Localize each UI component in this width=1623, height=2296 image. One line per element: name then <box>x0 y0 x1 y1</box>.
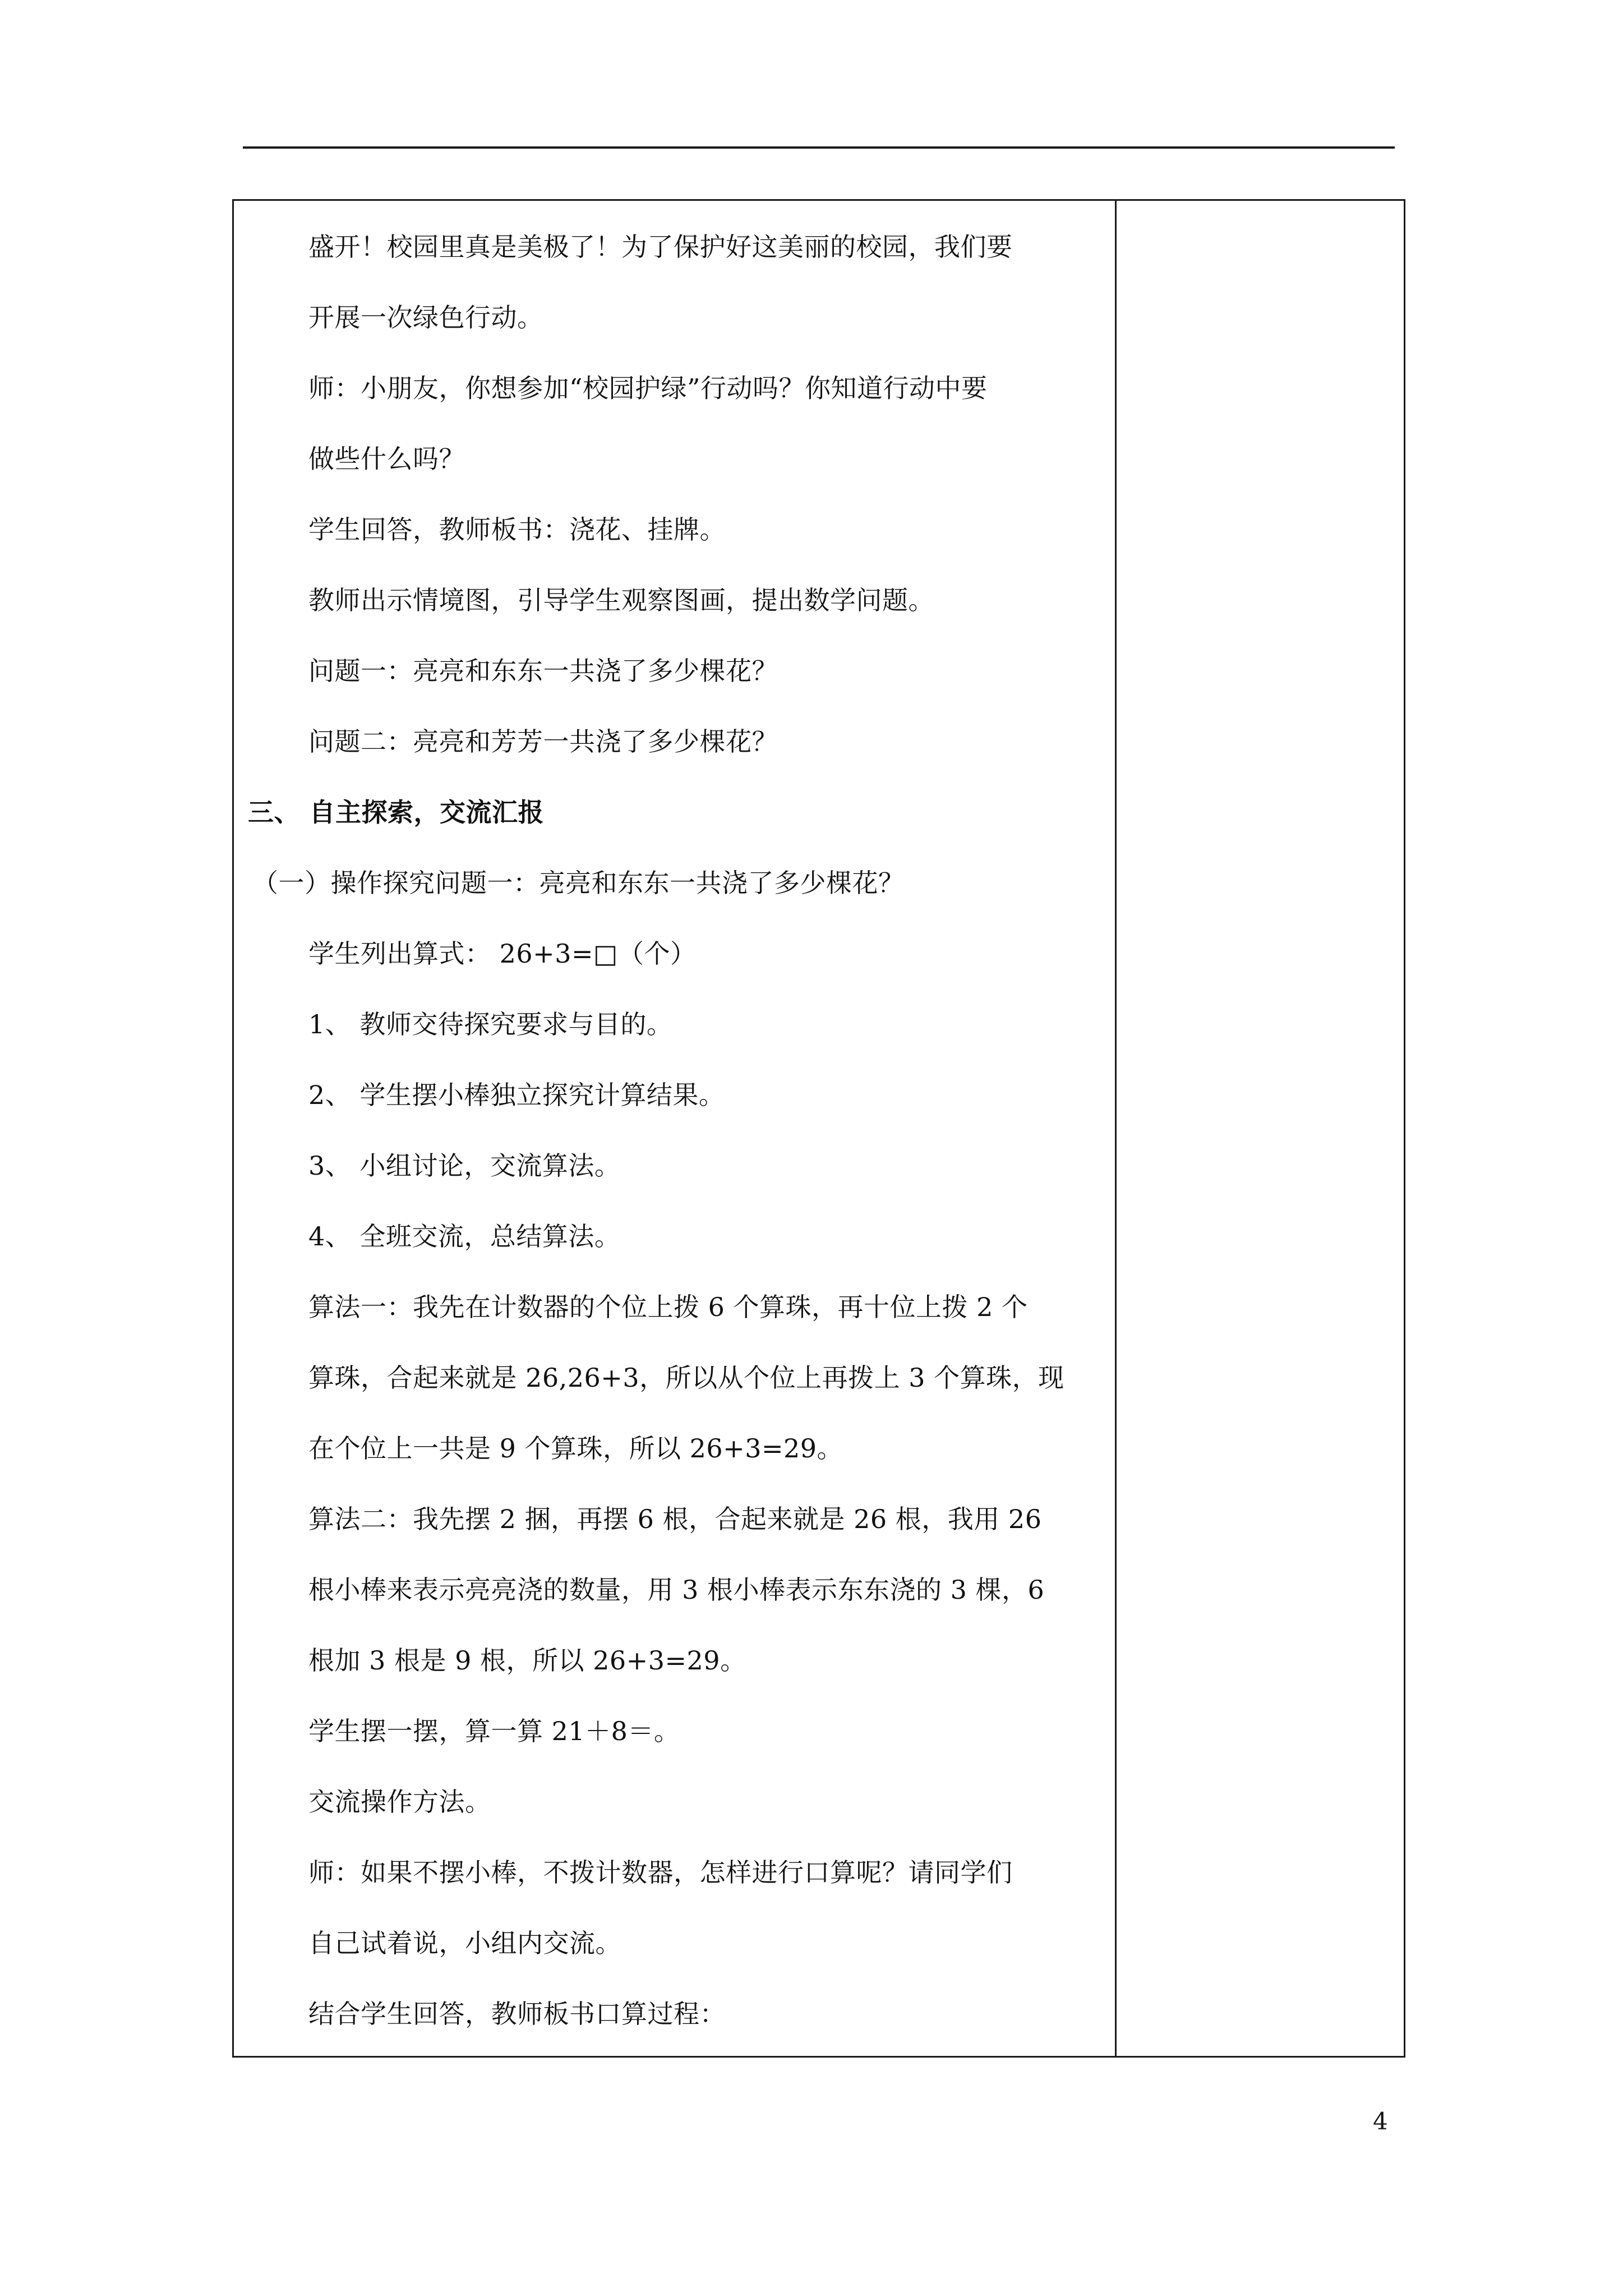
list-item: 1、 教师交待探究要求与目的。 <box>308 1009 673 1039</box>
text-line: 自己试着说，小组内交流。 <box>308 1928 621 1958</box>
column-divider <box>1115 201 1117 2056</box>
text-line: 根小棒来表示亮亮浇的数量，用 3 根小棒表示东东浇的 3 棵，6 <box>308 1575 1045 1605</box>
text-line: 根加 3 根是 9 根，所以 26+3=29。 <box>308 1645 746 1676</box>
text-line: 教师出示情境图，引导学生观察图画，提出数学问题。 <box>308 585 934 615</box>
text-line: 算珠，合起来就是 26,26+3，所以从个位上再拨上 3 个算珠，现 <box>308 1363 1064 1393</box>
list-item: 2、 学生摆小棒独立探究计算结果。 <box>308 1080 725 1110</box>
lesson-table <box>232 199 1405 2058</box>
text-line: 问题一：亮亮和东东一共浇了多少棵花？ <box>308 656 778 686</box>
text-line: 学生回答，教师板书：浇花、挂牌。 <box>308 514 726 545</box>
page-number: 4 <box>1373 2108 1388 2135</box>
section-heading: 三、 自主探索，交流汇报 <box>248 797 545 827</box>
text-line: 问题二：亮亮和芳芳一共浇了多少棵花？ <box>308 726 778 757</box>
lesson-content-cell <box>234 201 1115 2056</box>
text-line: 学生摆一摆，算一算 21＋8＝。 <box>308 1716 680 1746</box>
text-line: 师：如果不摆小棒，不拨计数器，怎样进行口算呢？请同学们 <box>308 1857 1013 1888</box>
subsection-heading: （一）操作探究问题一：亮亮和东东一共浇了多少棵花？ <box>252 868 905 898</box>
text-line: 算法二：我先摆 2 捆，再摆 6 根，合起来就是 26 根，我用 26 <box>308 1504 1042 1534</box>
text-line: 师：小朋友，你想参加“校园护绿”行动吗？你知道行动中要 <box>308 373 988 403</box>
list-item: 3、 小组讨论，交流算法。 <box>308 1151 621 1181</box>
text-line: 做些什么吗？ <box>308 444 465 474</box>
text-line: 开展一次绿色行动。 <box>308 302 543 333</box>
text-line: 盛开！校园里真是美极了！为了保护好这美丽的校园，我们要 <box>308 232 1013 262</box>
list-item: 4、 全班交流，总结算法。 <box>308 1221 621 1251</box>
text-line: 算法一：我先在计数器的个位上拨 6 个算珠，再十位上拨 2 个 <box>308 1292 1028 1322</box>
text-line: 交流操作方法。 <box>308 1787 491 1817</box>
text-line: 学生列出算式： 26+3=□（个） <box>308 938 697 969</box>
text-line: 结合学生回答，教师板书口算过程： <box>308 1999 726 2029</box>
header-rule <box>243 146 1395 149</box>
text-line: 在个位上一共是 9 个算珠，所以 26+3=29。 <box>308 1433 843 1464</box>
